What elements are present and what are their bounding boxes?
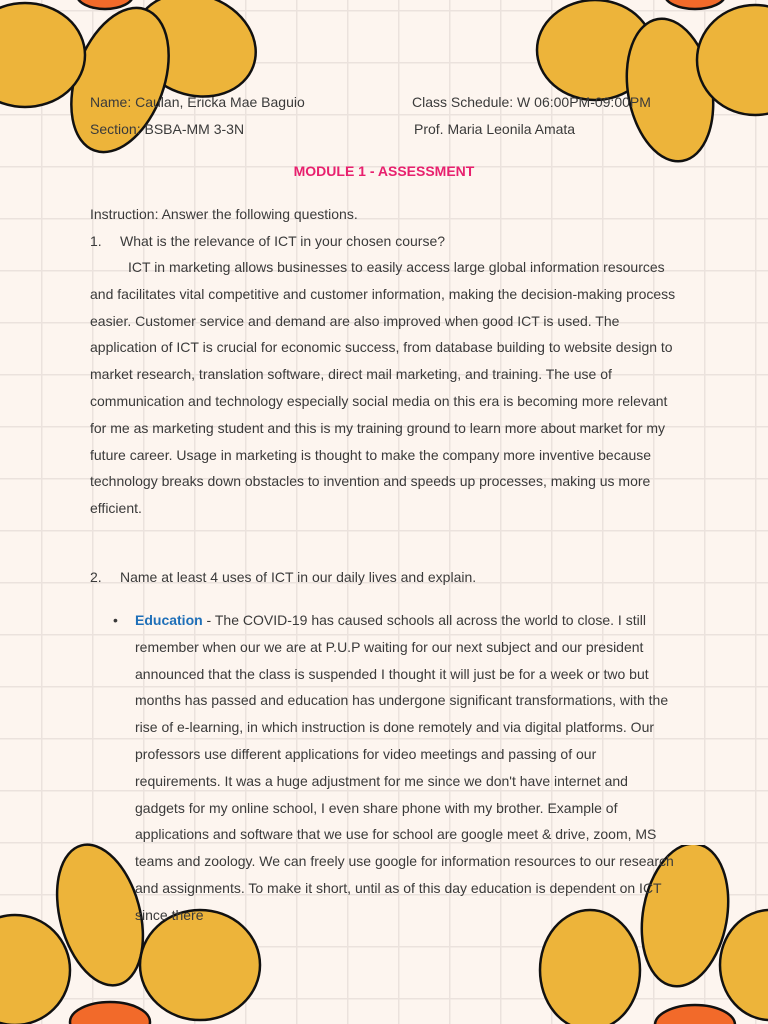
answer-1-paragraph: ICT in marketing allows businesses to easily access large global information resources and facilitates vital competitive and customer information, making the decision-making process easier. Customer service and demand are also improved when good ICT is used. The application of ICT is crucial for economic success, from database building to website design to market research, translation software, direct mail marketing, and training. The use of communication and technology especially social media on this era is becoming more relevant for me as marketing student and this is my training ground to learn more about market for my future career. Usage in marketing is thought to make the company more inventive because technology breaks down obstacles to invention and speeds up processes, making us more efficient. xyxy=(90,259,676,517)
question-1-number: 1. xyxy=(90,233,102,249)
education-paragraph xyxy=(135,607,680,929)
professor-name: Prof. Maria Leonila Amata xyxy=(414,121,576,137)
question-2-number: 2. xyxy=(90,569,102,585)
student-section: Section: BSBA-MM 3-3N xyxy=(90,121,245,137)
education-bullet: • xyxy=(113,612,118,628)
question-2-text: Name at least 4 uses of ICT in our daily lives and explain. xyxy=(120,569,477,585)
education-item xyxy=(135,607,680,929)
class-schedule: Class Schedule: W 06:00PM-09:00PM xyxy=(412,94,651,110)
instruction-text: Instruction: Answer the following questions. xyxy=(90,206,358,222)
question-1-text: What is the relevance of ICT in your chosen course? xyxy=(120,233,446,249)
student-name: Name: Caulan, Ericka Mae Baguio xyxy=(90,94,305,110)
question-1-answer xyxy=(90,254,680,522)
education-text: - The COVID-19 has caused schools all across the world to close. I still remember when our we are at P.U.P waiting for our next subject and our president announced that the class is suspended I thought it will just be for a week or two but months has passed and education has undergone significant transformations, with the rise of e-learning, in which instruction is done remotely and via digital platforms. Our professors use different applications for video meetings and passing of our requirements. It was a huge adjustment for me since we don't have internet and gadgets for my online school, I even share phone with my brother. Example of applications and software that we use for school are google meet & drive, zoom, MS teams and zoology. We can freely use google for information resources to our research and assignments. To make it short, until as of this day education is dependent on ICT since there xyxy=(135,612,674,923)
module-title: MODULE 1 - ASSESSMENT xyxy=(293,163,475,179)
education-term: Education xyxy=(135,612,203,628)
